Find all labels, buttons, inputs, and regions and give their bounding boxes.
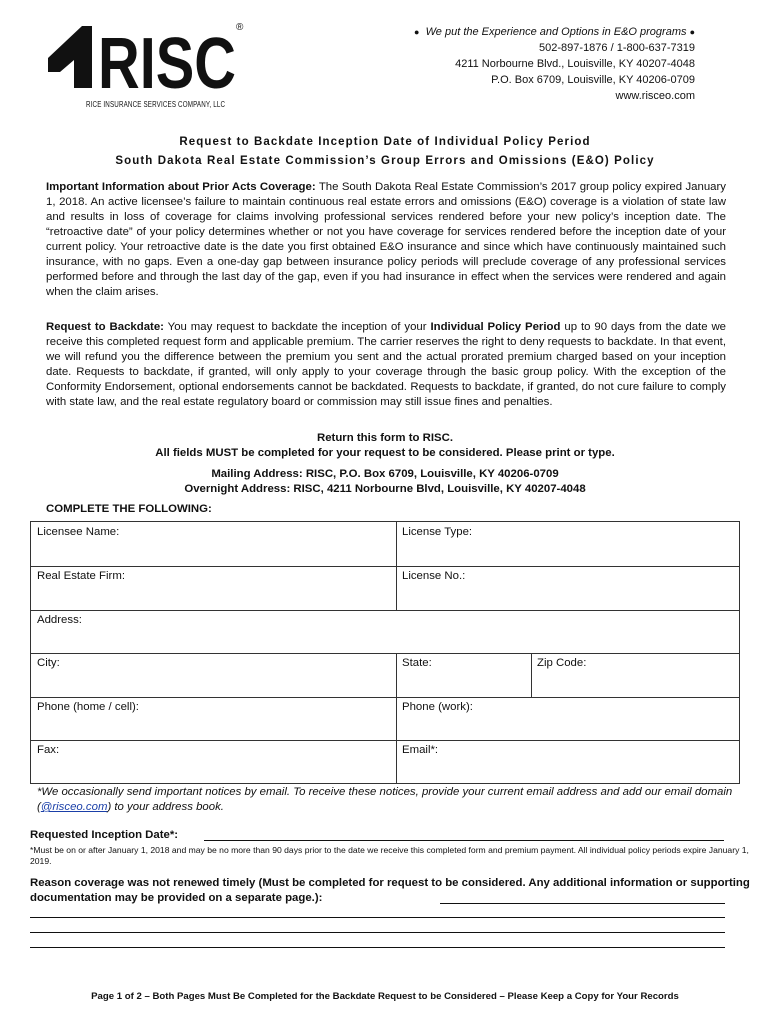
requested-date-note: *Must be on or after January 1, 2018 and may be no more than 90 days prior to the date we receive this completed form and premium payment. All individual policy periods expire January 1, 2019.	[30, 845, 749, 866]
backdate-paragraph	[46, 320, 726, 410]
email-field[interactable]	[396, 740, 739, 783]
tagline-text: We put the Experience and Options in E&O programs	[425, 26, 687, 38]
backdate-heading: Request to Backdate:	[46, 321, 164, 333]
return-instruction: Return this form to RISC.	[316, 432, 454, 444]
phone-work-label: Phone (work):	[402, 701, 473, 713]
fax-field[interactable]	[31, 740, 396, 783]
requested-date-input-line[interactable]	[204, 840, 724, 841]
prior-acts-text: The South Dakota Real Estate Commission’s 2017 group policy expired January 1, 2018. An active licensee’s failure to maintain continuous real estate errors and omissions (E&O) coverage is a violation of state law and results in loss of coverage for claims involving professional services rendered before your new policy’s inception date. The “retroactive date” of your policy determines whether or not you have coverage for services rendered before the inception date of your current policy. Your retroactive date is the date you first obtained E&O insurance and since which have continuously maintained such insurance, with no gaps. Even a one-day gap between insurance policy periods will preclude coverage of any professional services performed before and through the last day of the gap, even if you had insurance in effect when the services were rendered and again when the claim arises.	[46, 181, 726, 298]
email-domain-link[interactable]: @risceo.com	[40, 801, 108, 813]
risc-logo-mark-icon	[48, 20, 248, 100]
risc-logo	[48, 20, 248, 115]
zip-label: Zip Code:	[537, 657, 587, 669]
backdate-text-b: up to 90 days from the date we receive this completed request form and applicable premium. The carrier reserves the right to deny requests to backdate. In that event, we will refund you the difference between the premium you sent and the actual prorated premium charged based on your inception date. Requests to backdate, if granted, will only apply to your coverage through the basic group policy. With the exception of the Conformity Endorsement, optional endorsements cannot be backdated. Requests to backdate, if granted, do not cure failure to comply with state law, and the real estate regulatory board or commission may still issue fines and penalties.	[46, 321, 726, 408]
mailing-address: Mailing Address: RISC, P.O. Box 6709, Louisville, KY 40206-0709	[211, 468, 559, 480]
reason-input-line[interactable]	[30, 917, 725, 918]
city-field[interactable]	[31, 653, 396, 697]
address-field[interactable]	[31, 610, 739, 653]
firm-field[interactable]	[31, 566, 396, 610]
reason-label: Reason coverage was not renewed timely (Must be completed for request to be considered. Any additional information or supporting documentation may be provided on a separate page.):	[30, 877, 750, 904]
license-no-field[interactable]	[396, 566, 739, 610]
svg-text:RISC: RISC	[98, 24, 236, 100]
complete-heading: COMPLETE THE FOLLOWING:	[46, 503, 212, 515]
requested-date-label: Requested Inception Date*:	[30, 829, 179, 841]
address-label: Address:	[37, 614, 82, 626]
state-field[interactable]	[396, 653, 531, 697]
form-subtitle: South Dakota Real Estate Commission’s Group Errors and Omissions (E&O) Policy	[115, 155, 655, 167]
zip-field[interactable]	[531, 653, 739, 697]
form-title: Request to Backdate Inception Date of Individual Policy Period	[179, 136, 591, 148]
overnight-address: Overnight Address: RISC, 4211 Norbourne Blvd, Louisville, KY 40207-4048	[184, 483, 586, 495]
licensee-name-label: Licensee Name:	[37, 526, 120, 538]
prior-acts-heading: Important Information about Prior Acts Coverage:	[46, 181, 316, 193]
contact-street: 4211 Norbourne Blvd., Louisville, KY 40207-4048	[455, 58, 695, 70]
page-footer: Page 1 of 2 – Both Pages Must Be Completed for the Backdate Request to be Considered – Please Keep a Copy for Your Records	[91, 991, 679, 1002]
license-type-field[interactable]	[396, 522, 739, 566]
firm-label: Real Estate Firm:	[37, 570, 125, 582]
contact-tagline	[414, 24, 695, 40]
email-label: Email*:	[402, 744, 439, 756]
licensee-form	[30, 521, 740, 784]
backdate-text-a: You may request to backdate the inception of your	[163, 321, 431, 333]
reason-input-line[interactable]	[440, 903, 725, 904]
prior-acts-paragraph	[46, 180, 726, 300]
logo-tagline: RICE INSURANCE SERVICES COMPANY, LLC	[86, 100, 226, 109]
phone-home-label: Phone (home / cell):	[37, 701, 139, 713]
email-note	[37, 785, 737, 815]
email-note-text-b: ) to your address book.	[107, 801, 224, 813]
contact-po-box: P.O. Box 6709, Louisville, KY 40206-0709	[491, 74, 695, 86]
contact-website[interactable]: www.risceo.com	[615, 90, 695, 102]
city-label: City:	[37, 657, 60, 669]
state-label: State:	[402, 657, 432, 669]
contact-phones: 502-897-1876 / 1-800-637-7319	[539, 42, 695, 54]
email-note-text-a: *We occasionally send important notices by email. To receive these notices, provide your current email address and add our email domain (	[37, 786, 733, 813]
bullet-icon: ●	[689, 27, 695, 37]
all-fields-instruction: All fields MUST be completed for your request to be considered. Please print or type.	[155, 447, 615, 459]
phone-home-field[interactable]	[31, 697, 396, 740]
contact-info	[414, 24, 695, 104]
bullet-icon: ●	[414, 27, 420, 37]
phone-work-field[interactable]	[396, 697, 739, 740]
license-no-label: License No.:	[402, 570, 466, 582]
licensee-name-field[interactable]	[31, 522, 396, 566]
backdate-bold: Individual Policy Period	[430, 321, 561, 333]
reason-input-line[interactable]	[30, 947, 725, 948]
reason-input-line[interactable]	[30, 932, 725, 933]
fax-label: Fax:	[37, 744, 60, 756]
svg-text:®: ®	[236, 22, 244, 33]
license-type-label: License Type:	[402, 526, 473, 538]
